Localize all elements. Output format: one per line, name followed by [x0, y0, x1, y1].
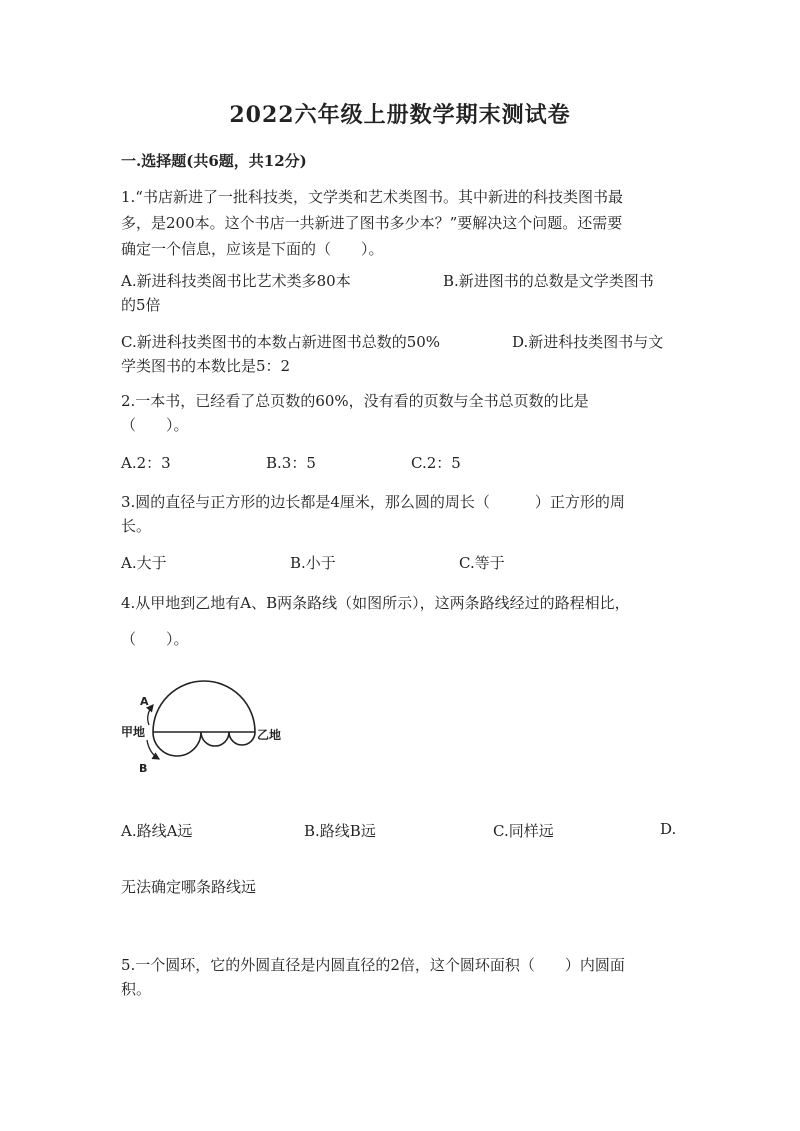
question-text-line: 4.从甲地到乙地有A、B两条路线（如图所示），这两条路线经过的路程相比， [121, 594, 630, 612]
option-d[interactable]: D. [660, 820, 677, 838]
question-text-line: （ ）。 [121, 416, 189, 434]
option-d-continued: 无法确定哪条路线远 [121, 878, 257, 896]
option-d[interactable]: D.新进科技类图书与文 [512, 333, 664, 351]
option-d-continued: 学类图书的本数比是5：2 [121, 357, 291, 375]
option-a[interactable]: A.新进科技类阁书比艺术类多80本 [121, 272, 351, 290]
option-b[interactable]: B.新进图书的总数是文学类图书 [443, 272, 654, 290]
question-text-line: 积。 [121, 980, 152, 998]
question-text-line: （ ）。 [121, 630, 189, 648]
question-text-line: 2.一本书，已经看了总页数的60%，没有看的页数与全书总页数的比是 [121, 392, 589, 410]
question-text-line: 5.一个圆环，它的外圆直径是内圆直径的2倍，这个圆环面积（ ）内圆面 [121, 956, 625, 974]
option-a[interactable]: A.路线A远 [121, 822, 193, 840]
option-c[interactable]: C.新进科技类图书的本数占新进图书总数的50% [121, 333, 441, 351]
route-b-arc-2 [201, 732, 229, 746]
option-c[interactable]: C.同样远 [493, 822, 554, 840]
option-c[interactable]: C.等于 [459, 554, 505, 572]
label-end: 乙地 [257, 728, 282, 742]
question-text-line: 长。 [121, 517, 152, 535]
question-text-line: 确定一个信息，应该是下面的（ ）。 [121, 240, 384, 258]
option-b[interactable]: B.小于 [290, 554, 336, 572]
option-c[interactable]: C.2：5 [411, 454, 461, 472]
route-diagram [115, 675, 295, 785]
question-text-line: 多，是200本。这个书店一共新进了图书多少本？”要解决这个问题。还需要 [121, 214, 623, 232]
option-a[interactable]: A.大于 [121, 554, 167, 572]
route-b-arc-1 [153, 732, 201, 756]
option-b[interactable]: B.3：5 [266, 454, 316, 472]
page-title: 2022六年级上册数学期末测试卷 [229, 102, 571, 128]
question-text-line: 3.圆的直径与正方形的边长都是4厘米，那么圆的周长（ ）正方形的周 [121, 493, 625, 511]
option-b-continued: 的5倍 [121, 296, 161, 314]
route-b-arc-3 [229, 732, 255, 745]
question-text-line: 1.“书店新进了一批科技类，文学类和艺术类图书。其中新进的科技类图书最 [121, 188, 623, 206]
arrow-b-icon [147, 740, 159, 759]
option-a[interactable]: A.2：3 [121, 454, 171, 472]
route-a-arc [153, 681, 255, 732]
arrow-a-icon [148, 705, 153, 725]
option-b[interactable]: B.路线B远 [304, 822, 376, 840]
label-route-b: B [139, 762, 148, 775]
label-start: 甲地 [121, 725, 146, 739]
label-route-a: A [140, 695, 149, 708]
section-heading: 一.选择题(共6题，共12分) [121, 152, 307, 170]
